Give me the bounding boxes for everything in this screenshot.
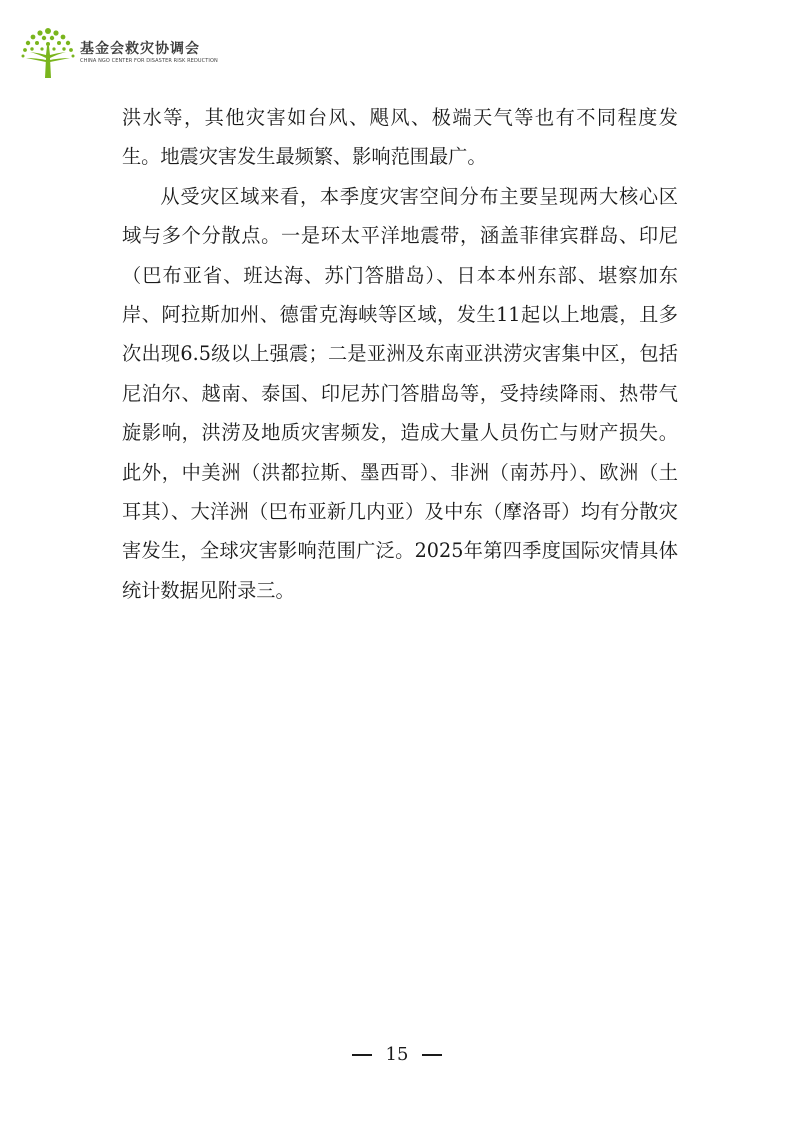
footer-dash-left <box>352 1054 372 1056</box>
tree-logo-icon <box>18 22 78 78</box>
paragraph-disaster-regions: 从受灾区域来看，本季度灾害空间分布主要呈现两大核心区域与多个分散点。一是环太平洋地震带，涵盖菲律宾群岛、印尼（巴布亚省、班达海、苏门答腊岛）、日本本州东部、堪察加东岸、阿拉斯加州、德雷克海峡等区域，发生11起以上地震，且多次出现6.5级以上强震；二是亚洲及东南亚洪涝灾害集中区，包括尼泊尔、越南、泰国、印尼苏门答腊岛等，受持续降雨、热带气旋影响，洪涝及地质灾害频发，造成大量人员伤亡与财产损失。此外，中美洲（洪都拉斯、墨西哥）、非洲（南苏丹）、欧洲（土耳其）、大洋洲（巴布亚新几内亚）及中东（摩洛哥）均有分散灾害发生，全球灾害影响范围广泛。2025年第四季度国际灾情具体统计数据见附录三。 <box>122 184 678 602</box>
paragraph-continued: 洪水等，其他灾害如台风、飓风、极端天气等也有不同程度发生。地震灾害发生最频繁、影响范围最广。 <box>122 106 678 169</box>
page-number: 15 <box>385 1044 409 1065</box>
body-text <box>122 98 678 610</box>
org-name-en: CHINA NGO CENTER FOR DISASTER RISK REDUCTION <box>80 58 218 64</box>
page-footer <box>0 1040 794 1070</box>
org-name-cn: 基金会救灾协调会 <box>80 41 200 57</box>
footer-dash-right <box>422 1054 442 1056</box>
page-header <box>18 22 218 80</box>
